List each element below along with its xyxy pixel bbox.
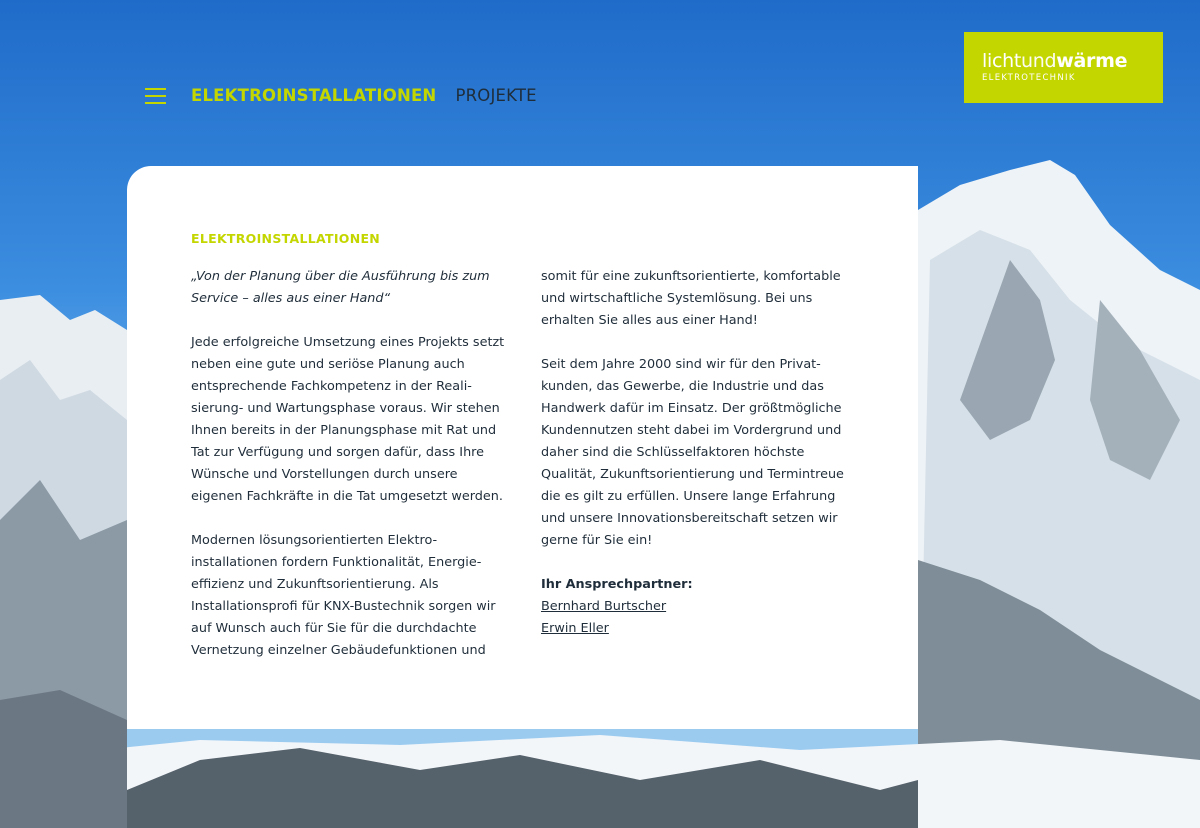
logo-brand: lichtundwärme [982, 50, 1128, 72]
paragraph-3: somit für eine zukunftsorientierte, komfortable und wirtschaftliche Systemlösung. Bei uns erhalten Sie alles aus einer Hand! [541, 269, 841, 328]
paragraph-4: Seit dem Jahre 2000 sind wir für den Privat-kunden, das Gewerbe, die Industrie und das Handwerk dafür im Einsatz. Der größtmögliche Kundennutzen steht dabei im Vordergrund und daher sind die Schlüsselfaktoren höchste Qualität, Zukunftsorientierung und Termintreue die es gilt zu erfüllen. Unsere lange Erfahrung und unsere Innovationsbereitschaft setzen wir gerne für Sie ein! [541, 357, 844, 548]
content-card [127, 166, 918, 729]
main-nav [191, 86, 537, 105]
contact-label: Ihr Ansprechpartner: [541, 577, 693, 592]
intro-quote: „Von der Planung über die Ausführung bis zum Service – alles aus einer Hand“ [191, 269, 490, 306]
paragraph-2: Modernen lösungsorientierten Elektro-installationen fordern Funktionalität, Energie-effizienz und Zukunftsorientierung. Als Installationsprofi für KNX-Bustechnik sorgen wir auf Wunsch auch für Sie für die durchdachte Vernetzung einzelner Gebäudefunktionen und [191, 533, 496, 658]
section-title: ELEKTROINSTALLATIONEN [191, 231, 381, 246]
hamburger-icon[interactable] [145, 87, 166, 105]
nav-item-projekte[interactable]: PROJEKTE [455, 86, 537, 105]
logo-subtitle: ELEKTROTECHNIK [982, 73, 1076, 83]
nav-item-elektroinstallationen[interactable]: ELEKTROINSTALLATIONEN [191, 86, 437, 105]
paragraph-1: Jede erfolgreiche Umsetzung eines Projekts setzt neben eine gute und seriöse Planung auch entsprechende Fachkompetenz in der Reali-sierung- und Wartungsphase voraus. Wir stehen Ihnen bereits in der Planungsphase mit Rat und Tat zur Verfügung und sorgen dafür, dass Ihre Wünsche und Vorstellungen durch unsere eigenen Fachkräfte in die Tat umgesetzt werden. [191, 335, 505, 504]
logo[interactable] [964, 32, 1163, 103]
left-column [191, 266, 511, 684]
contact-link-burtscher[interactable]: Bernhard Burtscher [541, 599, 667, 614]
contact-link-eller[interactable]: Erwin Eller [541, 621, 609, 636]
right-column [541, 266, 851, 640]
